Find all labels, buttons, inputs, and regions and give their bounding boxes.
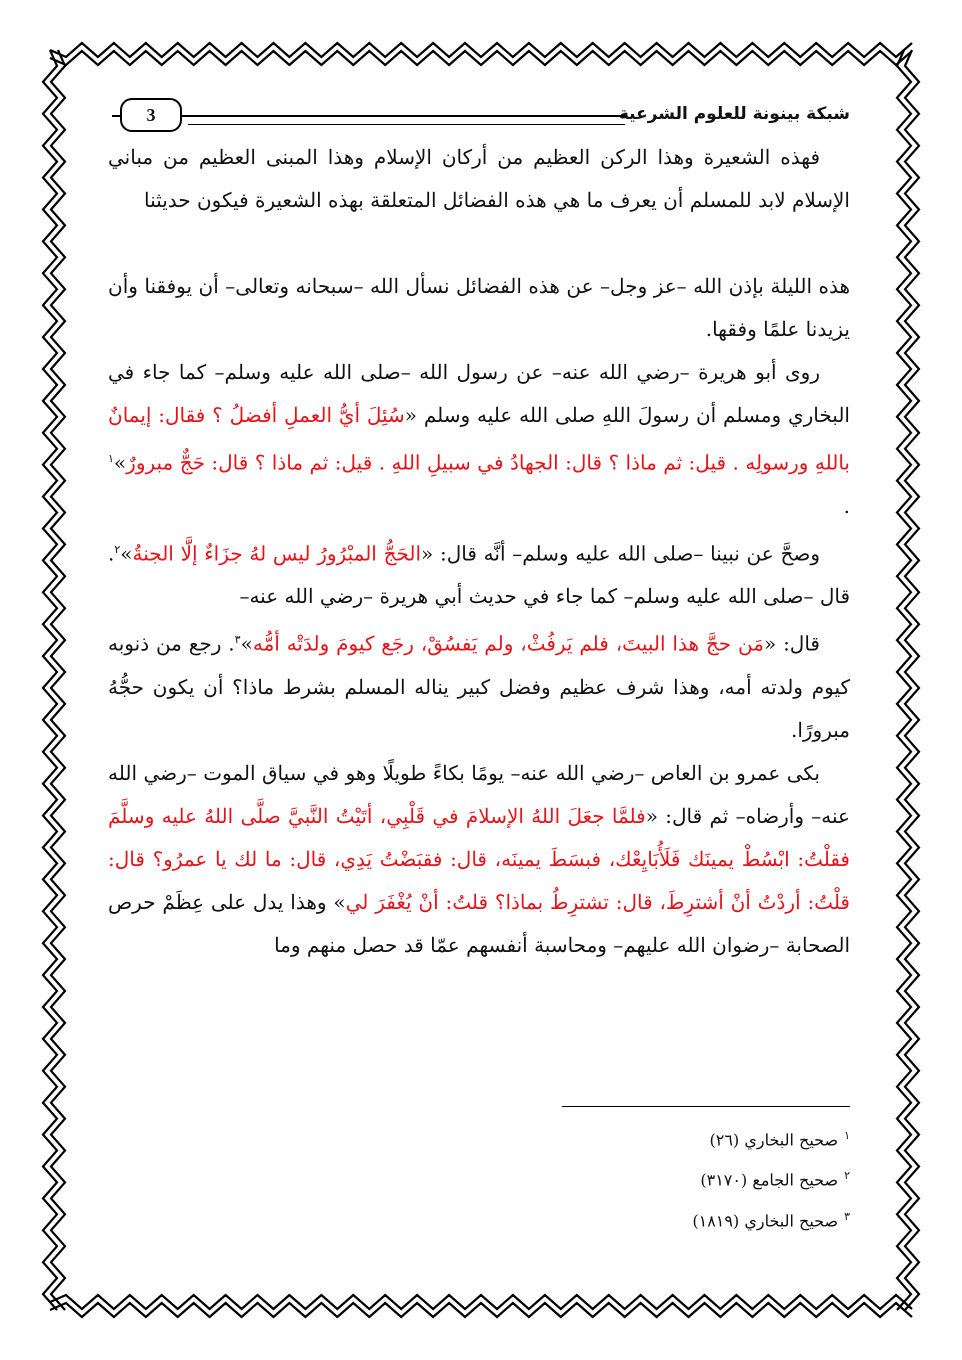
- paragraph-5: قال: «مَن حجَّ هذا البيتَ، فلم يَرفُثْ، ولم يَفسُقْ، رجَع كيومَ ولدَتْه أمُّه»$^٣$. رجع من ذنوبه كيوم ولدته أمه، وهذا شرف عظيم وفضل كبير يناله المسلم بشرط ماذا؟ أن يكون حجُّهُ مبرورًا.: [108, 631, 850, 742]
- border-zigzag: [50, 43, 912, 57]
- footnote-item: $^٢$صحيح الجامع (٣١٧٠): [700, 1169, 850, 1190]
- border-zigzag: [905, 50, 919, 1310]
- site-name: شبكة بينونة للعلوم الشرعية: [618, 104, 850, 124]
- body-text: [108, 136, 850, 967]
- footnote-separator: [562, 1106, 850, 1107]
- footnote-ref: ٣: [234, 633, 241, 647]
- border-zigzag: [897, 50, 911, 1310]
- page-content: [108, 96, 850, 1246]
- border-zigzag: [43, 50, 57, 1310]
- hadith-quote: فلمَّا جعَلَ اللهُ الإسلامَ في قَلْبِي، أتَيْتُ النَّبيَّ صلَّى اللهُ عليه وسلَّمَ فقلْتُ: ابْسُطْ يمينَك فَلَأُبَايِعْك، فبسَطَ يمينَه، قال: فقبَضْتُ يَدِي، قال: ما لك يا عمرُو؟ قال: قلْتُ: أردْتُ أنْ أشترِطَ، قال: تشترِطُ بماذا؟ قلتُ: أنْ يُغْفَرَ لي: [108, 803, 850, 914]
- hadith-quote: مَن حجَّ هذا البيتَ، فلم يَرفُثْ، ولم يَفسُقْ، رجَع كيومَ ولدَتْه أمُّه: [252, 631, 764, 656]
- page-number: 3: [120, 98, 182, 132]
- hadith-quote: الحَجُّ المبْرُورُ ليس لهُ جزَاءٌ إلَّا الجنةُ: [132, 541, 422, 566]
- paragraph-4: وصحَّ عن نبينا –صلى الله عليه وسلم– أنَّه قال: «الحَجُّ المبْرُورُ ليس لهُ جزَاءٌ إلَّا الجنةُ»$^٢$. قال –صلى الله عليه وسلم– كما جاء في حديث أبي هريرة –رضي الله عنه–: [108, 541, 850, 609]
- paragraph-3: روى أبو هريرة –رضي الله عنه– عن رسول الله –صلى الله عليه وسلم– كما جاء في البخاري ومسلم أن رسولَ اللهِ صلى الله عليه وسلم «سُئِلَ أيُّ العملِ أفضلُ ؟ فقال: إيمانٌ باللهِ ورسولِه . قيل: ثم ماذا ؟ قال: الجهادُ في سبيلِ اللهِ . قيل: ثم ماذا ؟ قال: حَجٌّ مبرورٌ»$^١$ .: [108, 360, 850, 518]
- footnote-ref: ١: [108, 452, 114, 465]
- paragraph-2: هذه الليلة بإذن الله –عز وجل– عن هذه الفضائل نسأل الله –سبحانه وتعالى– أن يوفقنا وأن يزيدنا علمًا وفقها.: [108, 274, 850, 341]
- hadith-quote: سُئِلَ أيُّ العملِ أفضلُ ؟ فقال: إيمانٌ باللهِ ورسولِه . قيل: ثم ماذا ؟ قال: الجهادُ في سبيلِ اللهِ . قيل: ثم ماذا ؟ قال: حَجٌّ مبرورٌ: [108, 403, 850, 475]
- paragraph-1: فهذه الشعيرة وهذا الركن العظيم من أركان الإسلام وهذا المبنى العظيم من مباني الإسلام لابد للمسلم أن يعرف ما هي هذه الفضائل المتعلقة بهذه الشعيرة فيكون حديثنا: [108, 145, 850, 212]
- border-zigzag: [51, 50, 65, 1310]
- header-rule: [188, 115, 625, 125]
- footnotes: [450, 1118, 850, 1239]
- footnote-ref: ٢: [114, 542, 121, 556]
- page-header: [108, 96, 850, 136]
- footnote-item: $^١$صحيح البخاري (٢٦): [709, 1129, 850, 1150]
- paragraph-6: بكى عمرو بن العاص –رضي الله عنه– يومًا بكاءً طويلًا وهو في سياق الموت –رضي الله عنه– وأرضاه– ثم قال: «فلمَّا جعَلَ اللهُ الإسلامَ في قَلْبِي، أتَيْتُ النَّبيَّ صلَّى اللهُ عليه وسلَّمَ فقلْتُ: ابْسُطْ يمينَك فَلَأُبَايِعْك، فبسَطَ يمينَه، قال: فقبَضْتُ يَدِي، قال: ما لك يا عمرُو؟ قال: قلْتُ: أردْتُ أنْ أشترِطَ، قال: تشترِطُ بماذا؟ قلتُ: أنْ يُغْفَرَ لي» وهذا يدل على عِظَمْ حرص الصحابة –رضوان الله عليهم– ومحاسبة أنفسهم عمّا قد حصل منهم وما: [108, 760, 850, 957]
- border-zigzag: [50, 1303, 912, 1317]
- footnote-item: $^٣$صحيح البخاري (١٨١٩): [692, 1209, 850, 1230]
